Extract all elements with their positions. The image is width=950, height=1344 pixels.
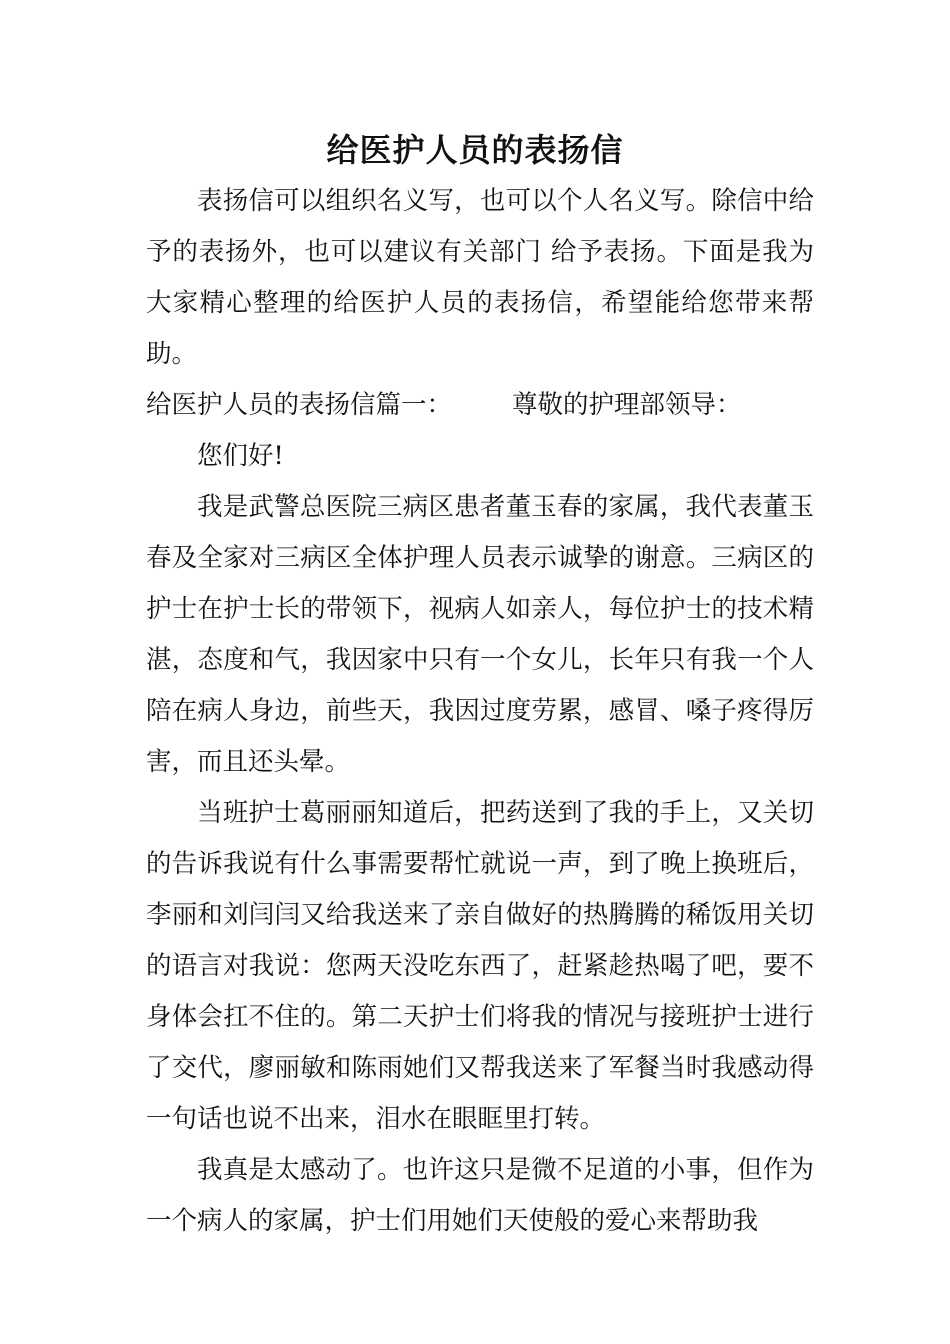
salutation: 尊敬的护理部领导： bbox=[512, 390, 742, 420]
body-paragraph-2: 当班护士葛丽丽知道后，把药送到了我的手上，又关切的告诉我说有什么事需要帮忙就说一声，到了晚上换班后，李丽和刘闫闫又给我送来了亲自做好的热腾腾的稀饭用关切的语言对我说：您两天没吃东西了，赶紧趁热喝了吧，要不身体会扛不住的。第二天护士们将我的情况与接班护士进行了交代，廖丽敏和陈雨她们又帮我送来了军餐当时我感动得一句话也说不出来，泪水在眼眶里打转。 bbox=[146, 798, 814, 1134]
intro-paragraph: 表扬信可以组织名义写，也可以个人名义写。除信中给予的表扬外，也可以建议有关部门 给予表扬。下面是我为大家精心整理的给医护人员的表扬信，希望能给您带来帮助。 bbox=[146, 186, 814, 369]
section-heading-line bbox=[146, 380, 814, 431]
section-heading: 给医护人员的表扬信篇一： bbox=[146, 390, 453, 420]
document-title: 给医护人员的表扬信 bbox=[326, 131, 624, 169]
greeting: 您们好! bbox=[197, 441, 284, 471]
body-paragraph-1: 我是武警总医院三病区患者董玉春的家属，我代表董玉春及全家对三病区全体护理人员表示诚挚的谢意。三病区的护士在护士长的带领下，视病人如亲人，每位护士的技术精湛，态度和气，我因家中只有一个女儿，长年只有我一个人陪在病人身边，前些天，我因过度劳累，感冒、嗓子疼得厉害，而且还头晕。 bbox=[146, 492, 814, 777]
document-body bbox=[146, 176, 814, 1247]
body-paragraph-3: 我真是太感动了。也许这只是微不足道的小事，但作为一个病人的家属，护士们用她们天使般的爱心来帮助我 bbox=[146, 1155, 814, 1236]
